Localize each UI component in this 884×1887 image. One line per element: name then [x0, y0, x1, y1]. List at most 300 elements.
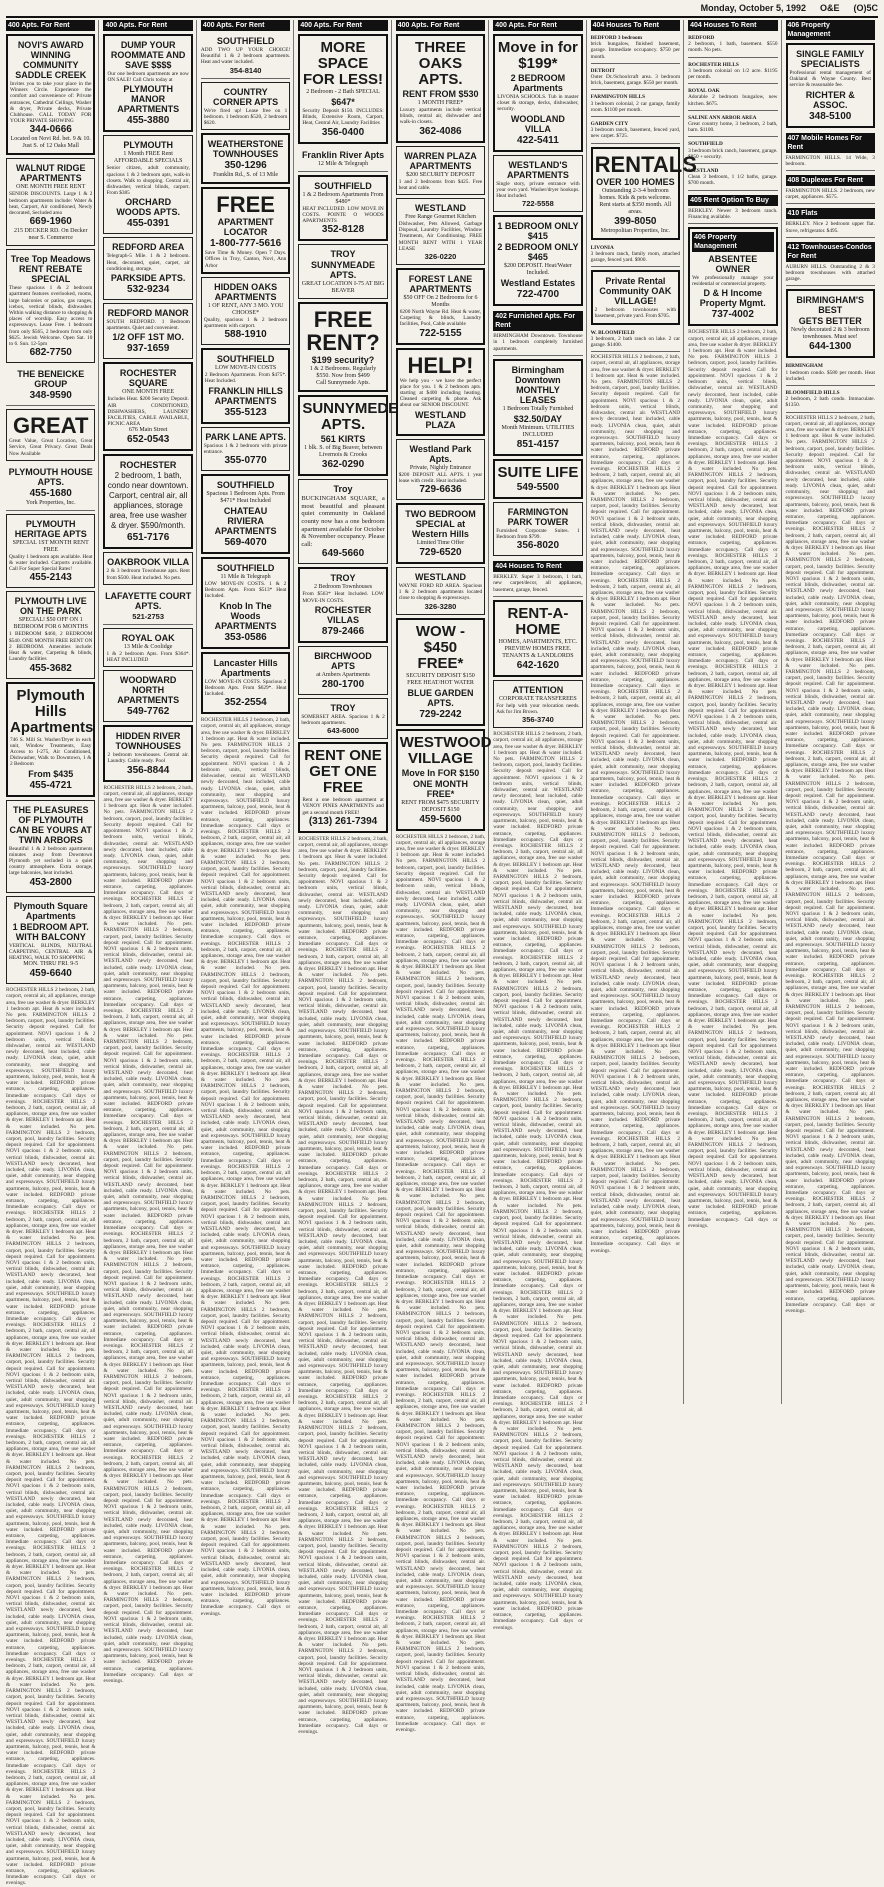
ad-subtitle: GETS BETTER — [798, 316, 862, 327]
ad-phone: 350-1296 — [224, 160, 267, 172]
ad-footer: ORCHARD WOODS APTS. — [116, 197, 180, 218]
ad-rochester-condo — [103, 454, 192, 549]
ad-body: Month Minimum. UTILITIES INCLUDED — [501, 424, 575, 438]
ad-body: From $563* Heat Included. LOW MOVE-IN COSTS. — [302, 591, 384, 604]
ad-title: ROYAL OAK — [121, 632, 175, 643]
ad-title: Plymouth Square Apartments — [13, 900, 88, 921]
ad-phone: 348-5100 — [809, 110, 852, 122]
ad-body: FARMINGTON HILLS. 14 Wide, 3 bedroom. — [785, 154, 875, 167]
listing-royal-oak — [688, 86, 777, 111]
ad-subtitle: SPECIAL 1ST MONTH RENT FREE — [12, 539, 89, 553]
ad-title: SINGLE FAMILY SPECIALISTS — [796, 49, 865, 69]
ad-title: RENT ONE GET ONE FREE — [304, 747, 382, 797]
ad-body: 1 BEDROOM $460, 2 BEDROOM $540. ONE MONTH FREE RENT ON 2 BEDROOM. Amenities include: Heat & water, Carpeting & blinds, Laundry facilities — [9, 631, 93, 663]
ad-body: Furnished Corporate Suites. 1 Bedroom from $799. — [496, 527, 580, 541]
ad-footer: D & H Income Property Mgmt. — [699, 288, 766, 309]
ad-country-corner — [201, 82, 290, 131]
ad-footer: 1 MONTH FREE* — [417, 100, 464, 106]
ad-beneicke — [6, 366, 95, 406]
ad-footer: ONE MONTH FREE* — [412, 778, 468, 799]
ad-footer: CHATEAU RIVIERA APARTMENTS — [214, 506, 277, 537]
ad-subtitle: 2 Bedroom Townhouses — [313, 584, 373, 591]
ad-body: BERKLEY. Newer 3 bedroom ranch. Financing available. — [688, 207, 778, 220]
ad-footer: Located on Novi Rd. bet. 9 & 10. Just S. of 12 Oaks Mall — [10, 136, 91, 150]
listing-body: Adorable 2 bedroom bungalow, new kitchen. $675. — [688, 94, 778, 107]
ad-warren-plaza — [396, 146, 485, 195]
ad-body: VERTICAL BLINDS, NEUTRAL CARPETING, CENTRAL AIR & HEATING, WALK TO SHOPPING — [9, 942, 93, 961]
ad-title: WESTLAND — [414, 572, 466, 583]
ad-royal-oak — [103, 628, 192, 667]
ad-body: $200 DEPOSIT ALL APTS. 1 year lease with credit. Heat included. — [398, 471, 483, 484]
ad-title: ROCHESTER SQUARE — [119, 368, 177, 389]
listing-body: brick bungalow, finished basement, garage. Immediate occupancy. $750 per month. — [590, 41, 681, 60]
classified-listings-text: ROCHESTER HILLS 2 bedroom, 2 bath, carport, central air, all appliances, storage area, free use washer & dryer. BERKLEY 1 bedroom apt. Heat & water included. No pets. FARMINGTON HILLS 2 bedroom, carport, pool, laundry facilities. Security deposit required. Call for appointment. NOVI spacious 1 & 2 bedroom units, vertical blinds, dishwasher, central air. WESTLAND newly decorated, heat included, cable ready. LIVONIA clean, quiet, adult community, near shopping and expressways. SOUTHFIELD luxury apartments, balcony, pool, tennis, heat & water included. REDFORD private entrance, carpeting, appliances. Immediate occupancy. Call days or evenings. ROCHESTER HILLS 2 bedroom, 2 bath, carport, central air, all appliances, storage area, free use washer & dryer. BERKLEY 1 bedroom apt. Heat & water included. No pets. FARMINGTON HILLS 2 bedroom, carport, pool, laundry facilities. Security deposit required. Call for appointment. NOVI spacious 1 & 2 bedroom units, vertical blinds, dishwasher, central air. WESTLAND newly decorated, heat included, cable ready. LIVONIA clean, quiet, adult community, near shopping and expressways. SOUTHFIELD luxury apartments, balcony, pool, tennis, heat & water included. REDFORD private entrance, carpeting, appliances. Immediate occupancy. Call days or evenings. ROCHESTER HILLS 2 bedroom, 2 bath, carport, central air, all appliances, storage area, free use washer & dryer. BERKLEY 1 bedroom apt. Heat & water included. No pets. FARMINGTON HILLS 2 bedroom, carport, pool, laundry facilities. Security deposit required. Call for appointment. NOVI spacious 1 & 2 bedroom units, vertical blinds, dishwasher, central air. WESTLAND newly decorated, heat included, cable ready. LIVONIA clean, quiet, adult community, near shopping and expressways. SOUTHFIELD luxury apartments, balcony, pool, tennis, heat & water included. REDFORD private entrance, carpeting, appliances. Immediate occupancy. Call days or evenings. ROCHESTER HILLS 2 bedroom, 2 bath, carport, central air, all appliances, storage area, free use washer & dryer. BERKLEY 1 bedroom apt. Heat & water included. No pets. FARMINGTON HILLS 2 bedroom, carport, pool, laundry facilities. Security deposit required. Call for appointment. NOVI spacious 1 & 2 bedroom units, vertical blinds, dishwasher, central air. WESTLAND newly decorated, heat included, cable ready. LIVONIA clean, quiet, adult community, near shopping and expressways. SOUTHFIELD luxury apartments, balcony, pool, tennis, heat & water included. REDFORD private entrance, carpeting, appliances. Immediate occupancy. Call days or evenings. ROCHESTER HILLS 2 bedroom, 2 bath, carport, central air, all appliances, storage area, free use washer & dryer. BERKLEY 1 bedroom apt. Heat & water included. No pets. FARMINGTON HILLS 2 bedroom, carport, pool, laundry facilities. Security deposit required. Call for appointment. NOVI spacious 1 & 2 bedroom units, vertical blinds, dishwasher, central air. WESTLAND newly decorated, heat included, cable ready. LIVONIA clean, quiet, adult community, near shopping and expressways. SOUTHFIELD luxury apartments, balcony, pool, tennis, heat & water included. REDFORD private entrance, carpeting, appliances. Immediate occupancy. Call days or evenings. ROCHESTER HILLS 2 bedroom, 2 bath, carport, central air, all appliances, storage area, free use washer & dryer. BERKLEY 1 bedroom apt. Heat & water included. No pets. FARMINGTON HILLS 2 bedroom, carport, pool, laundry facilities. Security deposit required. Call for appointment. NOVI spacious 1 & 2 bedroom units, vertical blinds, dishwasher, central air. WESTLAND newly decorated, heat included, cable ready. LIVONIA clean, quiet, adult community, near shopping and expressways. SOUTHFIELD luxury apartments, balcony, pool, tennis, heat & water included. REDFORD private entrance, carpeting, appliances. Immediate occupancy. Call days or evenings. ROCHESTER HILLS 2 bedroom, 2 bath, carport, central air, all appliances, storage area, free use washer & dryer. BERKLEY 1 bedroom apt. Heat & water included. No pets. FARMINGTON HILLS 2 bedroom, carport, pool, laundry facilities. Security deposit required. Call for appointment. NOVI spacious 1 & 2 bedroom units, vertical blinds, dishwasher, central air. WESTLAND newly decorated, heat included, cable ready. LIVONIA clean, quiet, adult community, near shopping and expressways. SOUTHFIELD luxury apartments, balcony, pool, tennis, heat & water included. REDFORD private entrance, carpeting, appliances. Immediate occupancy. Call days or evenings. ROCHESTER HILLS 2 bedroom, 2 bath, carport, central air, all appliances, storage area, free use washer & dryer. BERKLEY 1 bedroom apt. Heat & water included. No pets. FARMINGTON HILLS 2 bedroom, carport, pool, laundry facilities. Security deposit required. Call for appointment. NOVI spacious 1 & 2 bedroom units, vertical blinds, dishwasher, central air. WESTLAND newly decorated, heat included, cable ready. LIVONIA clean, quiet, adult community, near shopping and expressways. SOUTHFIELD luxury apartments, balcony, pool, tennis, heat & water included. REDFORD private entrance, carpeting, appliances. Immediate occupancy. Call days or evenings. — [298, 835, 388, 1736]
ad-plymouth-heritage — [6, 514, 95, 589]
ad-phone: 588-1910 — [224, 329, 267, 341]
ad-body: Quality, spacious 1 & 2 bedroom apartments with carport. — [203, 316, 288, 330]
ad-subtitle: 13 Mile & Coolidge — [123, 643, 173, 650]
ad-title: HIDDEN RIVER TOWNHOUSES — [115, 731, 181, 752]
paper-name: O&E — [819, 3, 840, 13]
ad-phone: 453-2800 — [29, 876, 72, 888]
ad-footer: Knob In The Woods APARTMENTS — [214, 600, 277, 631]
ad-phone: 569-4070 — [224, 537, 267, 549]
classified-listings-text: ROCHESTER HILLS 2 bedroom, 2 bath, carport, central air, all appliances, storage area, free use washer & dryer. BERKLEY 1 bedroom apt. Heat & water included. No pets. FARMINGTON HILLS 2 bedroom, carport, pool, laundry facilities. Security deposit required. Call for appointment. NOVI spacious 1 & 2 bedroom units, vertical blinds, dishwasher, central air. WESTLAND newly decorated, heat included, cable ready. LIVONIA clean, quiet, adult community, near shopping and expressways. SOUTHFIELD luxury apartments, balcony, pool, tennis, heat & water included. REDFORD private entrance, carpeting, appliances. Immediate occupancy. Call days or evenings. ROCHESTER HILLS 2 bedroom, 2 bath, carport, central air, all appliances, storage area, free use washer & dryer. BERKLEY 1 bedroom apt. Heat & water included. No pets. FARMINGTON HILLS 2 bedroom, carport, pool, laundry facilities. Security deposit required. Call for appointment. NOVI spacious 1 & 2 bedroom units, vertical blinds, dishwasher, central air. WESTLAND newly decorated, heat included, cable ready. LIVONIA clean, quiet, adult community, near shopping and expressways. SOUTHFIELD luxury apartments, balcony, pool, tennis, heat & water included. REDFORD private entrance, carpeting, appliances. Immediate occupancy. Call days or evenings. ROCHESTER HILLS 2 bedroom, 2 bath, carport, central air, all appliances, storage area, free use washer & dryer. BERKLEY 1 bedroom apt. Heat & water included. No pets. FARMINGTON HILLS 2 bedroom, carport, pool, laundry facilities. Security deposit required. Call for appointment. NOVI spacious 1 & 2 bedroom units, vertical blinds, dishwasher, central air. WESTLAND newly decorated, heat included, cable ready. LIVONIA clean, quiet, adult community, near shopping and expressways. SOUTHFIELD luxury apartments, balcony, pool, tennis, heat & water included. REDFORD private entrance, carpeting, appliances. Immediate occupancy. Call days or evenings. ROCHESTER HILLS 2 bedroom, 2 bath, carport, central air, all appliances, storage area, free use washer & dryer. BERKLEY 1 bedroom apt. Heat & water included. No pets. FARMINGTON HILLS 2 bedroom, carport, pool, laundry facilities. Security deposit required. Call for appointment. NOVI spacious 1 & 2 bedroom units, vertical blinds, dishwasher, central air. WESTLAND newly decorated, heat included, cable ready. LIVONIA clean, quiet, adult community, near shopping and expressways. SOUTHFIELD luxury apartments, balcony, pool, tennis, heat & water included. REDFORD private entrance, carpeting, appliances. Immediate occupancy. Call days or evenings. ROCHESTER HILLS 2 bedroom, 2 bath, carport, central air, all appliances, storage area, free use washer & dryer. BERKLEY 1 bedroom apt. Heat & water included. No pets. FARMINGTON HILLS 2 bedroom, carport, pool, laundry facilities. Security deposit required. Call for appointment. NOVI spacious 1 & 2 bedroom units, vertical blinds, dishwasher, central air. WESTLAND newly decorated, heat included, cable ready. LIVONIA clean, quiet, adult community, near shopping and expressways. SOUTHFIELD luxury apartments, balcony, pool, tennis, heat & water included. REDFORD private entrance, carpeting, appliances. Immediate occupancy. Call days or evenings. ROCHESTER HILLS 2 bedroom, 2 bath, carport, central air, all appliances, storage area, free use washer & dryer. BERKLEY 1 bedroom apt. Heat & water included. No pets. FARMINGTON HILLS 2 bedroom, carport, pool, laundry facilities. Security deposit required. Call for appointment. NOVI spacious 1 & 2 bedroom units, vertical blinds, dishwasher, central air. WESTLAND newly decorated, heat included, cable ready. LIVONIA clean, quiet, adult community, near shopping and expressways. SOUTHFIELD luxury apartments, balcony, pool, tennis, heat & water included. REDFORD private entrance, carpeting, appliances. Immediate occupancy. Call days or evenings. ROCHESTER HILLS 2 bedroom, 2 bath, carport, central air, all appliances, storage area, free use washer & dryer. BERKLEY 1 bedroom apt. Heat & water included. No pets. FARMINGTON HILLS 2 bedroom, carport, pool, laundry facilities. Security deposit required. Call for appointment. NOVI spacious 1 & 2 bedroom units, vertical blinds, dishwasher, central air. WESTLAND newly decorated, heat included, cable ready. LIVONIA clean, quiet, adult community, near shopping and expressways. SOUTHFIELD luxury apartments, balcony, pool, tennis, heat & water included. REDFORD private entrance, carpeting, appliances. Immediate occupancy. Call days or evenings. ROCHESTER HILLS 2 bedroom, 2 bath, carport, central air, all appliances, storage area, free use washer & dryer. BERKLEY 1 bedroom apt. Heat & water included. No pets. FARMINGTON HILLS 2 bedroom, carport, pool, laundry facilities. Security deposit required. Call for appointment. NOVI spacious 1 & 2 bedroom units, vertical blinds, dishwasher, central air. WESTLAND newly decorated, heat included, cable ready. LIVONIA clean, quiet, adult community, near shopping and expressways. SOUTHFIELD luxury apartments, balcony, pool, tennis, heat & water included. REDFORD private entrance, carpeting, appliances. Immediate occupancy. Call days or evenings. — [590, 354, 681, 1254]
ad-suite-life — [493, 459, 582, 499]
listing-body: 2 bedroom, 2 bath condo. Immaculate. $1350. — [785, 396, 875, 409]
ad-title: Private Rental Community OAK VILLAGE! — [599, 276, 672, 307]
ad-phone: 669-1960 — [29, 216, 72, 228]
ad-body: BERKLEY. Nice 2 bedroom upper flat. Stove, refrigerator. $495. — [785, 221, 875, 234]
ad-subtitle: 561 KIRTS — [320, 434, 366, 445]
column-7 — [590, 20, 697, 1404]
column-4 — [298, 20, 399, 1736]
ad-body: SOUTH REDFORD. 1 Bedroom apartments. Quiet and convenient. — [106, 319, 190, 332]
ad-phone: 399-8050 — [614, 215, 657, 227]
ad-title: WALNUT RIDGE APARTMENTS — [15, 163, 86, 184]
ad-footer: Franklin Rd., S. of 13 Mile — [213, 172, 279, 179]
ad-footer: WOODLAND VILLA — [510, 113, 565, 134]
ad-title: THE PLEASURES OF PLYMOUTH CAN BE YOURS AT TWIN ARBORS — [9, 804, 92, 845]
ad-woodland-villa — [493, 34, 582, 152]
ad-title: WESTLAND'S APARTMENTS — [506, 159, 569, 180]
classified-listings-text: ROCHESTER HILLS 2 bedroom, 2 bath, carport, central air, all appliances, storage area, free use washer & dryer. BERKLEY 1 bedroom apt. Heat & water included. No pets. FARMINGTON HILLS 2 bedroom, carport, pool, laundry facilities. Security deposit required. Call for appointment. NOVI spacious 1 & 2 bedroom units, vertical blinds, dishwasher, central air. WESTLAND newly decorated, heat included, cable ready. LIVONIA clean, quiet, adult community, near shopping and expressways. SOUTHFIELD luxury apartments, balcony, pool, tennis, heat & water included. REDFORD private entrance, carpeting, appliances. Immediate occupancy. Call days or evenings. ROCHESTER HILLS 2 bedroom, 2 bath, carport, central air, all appliances, storage area, free use washer & dryer. BERKLEY 1 bedroom apt. Heat & water included. No pets. FARMINGTON HILLS 2 bedroom, carport, pool, laundry facilities. Security deposit required. Call for appointment. NOVI spacious 1 & 2 bedroom units, vertical blinds, dishwasher, central air. WESTLAND newly decorated, heat included, cable ready. LIVONIA clean, quiet, adult community, near shopping and expressways. SOUTHFIELD luxury apartments, balcony, pool, tennis, heat & water included. REDFORD private entrance, carpeting, appliances. Immediate occupancy. Call days or evenings. ROCHESTER HILLS 2 bedroom, 2 bath, carport, central air, all appliances, storage area, free use washer & dryer. BERKLEY 1 bedroom apt. Heat & water included. No pets. FARMINGTON HILLS 2 bedroom, carport, pool, laundry facilities. Security deposit required. Call for appointment. NOVI spacious 1 & 2 bedroom units, vertical blinds, dishwasher, central air. WESTLAND newly decorated, heat included, cable ready. LIVONIA clean, quiet, adult community, near shopping and expressways. SOUTHFIELD luxury apartments, balcony, pool, tennis, heat & water included. REDFORD private entrance, carpeting, appliances. Immediate occupancy. Call days or evenings. ROCHESTER HILLS 2 bedroom, 2 bath, carport, central air, all appliances, storage area, free use washer & dryer. BERKLEY 1 bedroom apt. Heat & water included. No pets. FARMINGTON HILLS 2 bedroom, carport, pool, laundry facilities. Security deposit required. Call for appointment. NOVI spacious 1 & 2 bedroom units, vertical blinds, dishwasher, central air. WESTLAND newly decorated, heat included, cable ready. LIVONIA clean, quiet, adult community, near shopping and expressways. SOUTHFIELD luxury apartments, balcony, pool, tennis, heat & water included. REDFORD private entrance, carpeting, appliances. Immediate occupancy. Call days or evenings. ROCHESTER HILLS 2 bedroom, 2 bath, carport, central air, all appliances, storage area, free use washer & dryer. BERKLEY 1 bedroom apt. Heat & water included. No pets. FARMINGTON HILLS 2 bedroom, carport, pool, laundry facilities. Security deposit required. Call for appointment. NOVI spacious 1 & 2 bedroom units, vertical blinds, dishwasher, central air. WESTLAND newly decorated, heat included, cable ready. LIVONIA clean, quiet, adult community, near shopping and expressways. SOUTHFIELD luxury apartments, balcony, pool, tennis, heat & water included. REDFORD private entrance, carpeting, appliances. Immediate occupancy. Call days or evenings. ROCHESTER HILLS 2 bedroom, 2 bath, carport, central air, all appliances, storage area, free use washer & dryer. BERKLEY 1 bedroom apt. Heat & water included. No pets. FARMINGTON HILLS 2 bedroom, carport, pool, laundry facilities. Security deposit required. Call for appointment. NOVI spacious 1 & 2 bedroom units, vertical blinds, dishwasher, central air. WESTLAND newly decorated, heat included, cable ready. LIVONIA clean, quiet, adult community, near shopping and expressways. SOUTHFIELD luxury apartments, balcony, pool, tennis, heat & water included. REDFORD private entrance, carpeting, appliances. Immediate occupancy. Call days or evenings. ROCHESTER HILLS 2 bedroom, 2 bath, carport, central air, all appliances, storage area, free use washer & dryer. BERKLEY 1 bedroom apt. Heat & water included. No pets. FARMINGTON HILLS 2 bedroom, carport, pool, laundry facilities. Security deposit required. Call for appointment. NOVI spacious 1 & 2 bedroom units, vertical blinds, dishwasher, central air. WESTLAND newly decorated, heat included, cable ready. LIVONIA clean, quiet, adult community, near shopping and expressways. SOUTHFIELD luxury apartments, balcony, pool, tennis, heat & water included. REDFORD private entrance, carpeting, appliances. Immediate occupancy. Call days or evenings. ROCHESTER HILLS 2 bedroom, 2 bath, carport, central air, all appliances, storage area, free use washer & dryer. BERKLEY 1 bedroom apt. Heat & water included. No pets. FARMINGTON HILLS 2 bedroom, carport, pool, laundry facilities. Security deposit required. Call for appointment. NOVI spacious 1 & 2 bedroom units, vertical blinds, dishwasher, central air. WESTLAND newly decorated, heat included, cable ready. LIVONIA clean, quiet, adult community, near shopping and expressways. SOUTHFIELD luxury apartments, balcony, pool, tennis, heat & water included. REDFORD private entrance, carpeting, appliances. Immediate occupancy. Call days or evenings. — [785, 414, 875, 1314]
section-header: 400 Apts. For Rent — [201, 20, 290, 31]
ad-footer: Westland Estates — [500, 278, 576, 289]
ad-rent-one-get-one — [298, 742, 387, 833]
ad-subtitle: $50 OFF On 2 Bedrooms for 6 Months — [403, 295, 478, 309]
ad-title: THE BENEICKE GROUP — [17, 369, 85, 390]
ad-subtitle: LOW MOVE-IN COSTS — [214, 365, 277, 372]
ad-title: PARK LANE APTS. — [205, 431, 286, 442]
ad-title: NOVI'S AWARD WINNING COMMUNITY SADDLE CREEK — [15, 40, 87, 80]
ad-phone: 549-7762 — [127, 706, 170, 718]
ad-footer: 676 Main Street — [128, 427, 168, 434]
listing-body: 1 bedroom condo. $580 per month. Heat included. — [785, 369, 875, 382]
ad-phone: 455-3880 — [127, 115, 170, 127]
ad-westland-gourmet — [396, 198, 485, 265]
ad-mobile-homes-section — [786, 131, 875, 171]
ad-plymouth-house — [6, 464, 95, 511]
ad-subtitle: SUNNYMEADE APTS. — [311, 260, 376, 281]
page-date: Monday, October 5, 1992 — [700, 3, 806, 13]
ad-franklin-river — [298, 147, 387, 172]
section-header-houses: 404 Houses To Rent — [493, 561, 582, 572]
ad-subtitle: CORPORATE TRANSFEREES — [499, 695, 577, 702]
ad-body: 1 & 2 bedroom Apts. From $364*. HEAT INCLUDED — [106, 650, 190, 664]
ad-title: 1 BEDROOM ONLY $415 — [497, 221, 579, 242]
ad-title: TROY — [330, 573, 356, 584]
ad-phone: 521-2753 — [132, 611, 164, 621]
ad-body: Newly decorated 2 & 3 bedroom townhouses. Must see! — [790, 327, 870, 341]
ad-buckingham-square — [298, 479, 387, 564]
ad-title: LAFAYETTE COURT APTS. — [105, 590, 192, 611]
ad-subtitle: 2 Bedroom - 2 Bath SPECIAL — [306, 89, 380, 95]
listing-farmington-hills — [591, 92, 680, 117]
ad-title: REDFORD MANOR — [107, 308, 189, 319]
ad-absentee-owner — [688, 227, 777, 326]
ad-title: SUNNYMEDE APTS. — [302, 400, 399, 434]
ad-subtitle: $199 security? — [311, 355, 375, 366]
section-header: 404 Houses To Rent — [591, 20, 680, 31]
ad-title: RENTALS — [594, 151, 697, 177]
ad-body: Outstanding 2-3-4 bedroom homes. Kids & pets welcome. Rent starts at $350 month. All areas. — [599, 187, 672, 215]
ad-body: GREAT LOCATION I-75 AT BIG BEAVER — [301, 281, 385, 295]
ad-body: Great Value, Great Location, Great Service, Great Privacy. Great Deals Now Available — [9, 438, 93, 457]
ad-body: Includes Heat. $200 Security Deposit. AIR CONDITIONED, DISHWASHERS, LAUNDRY FACILITIES, CABLE AVAILABLE, PICNIC AREA — [107, 396, 189, 428]
ad-twin-arbors — [6, 800, 95, 893]
ad-birchwood — [298, 646, 387, 695]
ad-phone: 354-8140 — [229, 65, 262, 75]
ad-live-on-the-park — [6, 591, 95, 678]
ad-footer: MON. THRU FRI. 9-5 — [23, 961, 79, 968]
ad-title: Move in for $199* — [497, 39, 578, 72]
ad-knob-in-the-woods — [201, 557, 290, 649]
ad-subtitle: 12 Mile & Telegraph — [317, 160, 369, 167]
classified-listings-text: ROCHESTER HILLS 2 bedroom, 2 bath, carport, central air, all appliances, storage area, free use washer & dryer. BERKLEY 1 bedroom apt. Heat & water included. No pets. FARMINGTON HILLS 2 bedroom, carport, pool, laundry facilities. Security deposit required. Call for appointment. NOVI spacious 1 & 2 bedroom units, vertical blinds, dishwasher, central air. WESTLAND newly decorated, heat included, cable ready. LIVONIA clean, quiet, adult community, near shopping and expressways. SOUTHFIELD luxury apartments, balcony, pool, tennis, heat & water included. REDFORD private entrance, carpeting, appliances. Immediate occupancy. Call days or evenings. ROCHESTER HILLS 2 bedroom, 2 bath, carport, central air, all appliances, storage area, free use washer & dryer. BERKLEY 1 bedroom apt. Heat & water included. No pets. FARMINGTON HILLS 2 bedroom, carport, pool, laundry facilities. Security deposit required. Call for appointment. NOVI spacious 1 & 2 bedroom units, vertical blinds, dishwasher, central air. WESTLAND newly decorated, heat included, cable ready. LIVONIA clean, quiet, adult community, near shopping and expressways. SOUTHFIELD luxury apartments, balcony, pool, tennis, heat & water included. REDFORD private entrance, carpeting, appliances. Immediate occupancy. Call days or evenings. ROCHESTER HILLS 2 bedroom, 2 bath, carport, central air, all appliances, storage area, free use washer & dryer. BERKLEY 1 bedroom apt. Heat & water included. No pets. FARMINGTON HILLS 2 bedroom, carport, pool, laundry facilities. Security deposit required. Call for appointment. NOVI spacious 1 & 2 bedroom units, vertical blinds, dishwasher, central air. WESTLAND newly decorated, heat included, cable ready. LIVONIA clean, quiet, adult community, near shopping and expressways. SOUTHFIELD luxury apartments, balcony, pool, tennis, heat & water included. REDFORD private entrance, carpeting, appliances. Immediate occupancy. Call days or evenings. ROCHESTER HILLS 2 bedroom, 2 bath, carport, central air, all appliances, storage area, free use washer & dryer. BERKLEY 1 bedroom apt. Heat & water included. No pets. FARMINGTON HILLS 2 bedroom, carport, pool, laundry facilities. Security deposit required. Call for appointment. NOVI spacious 1 & 2 bedroom units, vertical blinds, dishwasher, central air. WESTLAND newly decorated, heat included, cable ready. LIVONIA clean, quiet, adult community, near shopping and expressways. SOUTHFIELD luxury apartments, balcony, pool, tennis, heat & water included. REDFORD private entrance, carpeting, appliances. Immediate occupancy. Call days or evenings. ROCHESTER HILLS 2 bedroom, 2 bath, carport, central air, all appliances, storage area, free use washer & dryer. BERKLEY 1 bedroom apt. Heat & water included. No pets. FARMINGTON HILLS 2 bedroom, carport, pool, laundry facilities. Security deposit required. Call for appointment. NOVI spacious 1 & 2 bedroom units, vertical blinds, dishwasher, central air. WESTLAND newly decorated, heat included, cable ready. LIVONIA clean, quiet, adult community, near shopping and expressways. SOUTHFIELD luxury apartments, balcony, pool, tennis, heat & water included. REDFORD private entrance, carpeting, appliances. Immediate occupancy. Call days or evenings. ROCHESTER HILLS 2 bedroom, 2 bath, carport, central air, all appliances, storage area, free use washer & dryer. BERKLEY 1 bedroom apt. Heat & water included. No pets. FARMINGTON HILLS 2 bedroom, carport, pool, laundry facilities. Security deposit required. Call for appointment. NOVI spacious 1 & 2 bedroom units, vertical blinds, dishwasher, central air. WESTLAND newly decorated, heat included, cable ready. LIVONIA clean, quiet, adult community, near shopping and expressways. SOUTHFIELD luxury apartments, balcony, pool, tennis, heat & water included. REDFORD private entrance, carpeting, appliances. Immediate occupancy. Call days or evenings. ROCHESTER HILLS 2 bedroom, 2 bath, carport, central air, all appliances, storage area, free use washer & dryer. BERKLEY 1 bedroom apt. Heat & water included. No pets. FARMINGTON HILLS 2 bedroom, carport, pool, laundry facilities. Security deposit required. Call for appointment. NOVI spacious 1 & 2 bedroom units, vertical blinds, dishwasher, central air. WESTLAND newly decorated, heat included, cable ready. LIVONIA clean, quiet, adult community, near shopping and expressways. SOUTHFIELD luxury apartments, balcony, pool, tennis, heat & water included. REDFORD private entrance, carpeting, appliances. Immediate occupancy. Call days or evenings. ROCHESTER HILLS 2 bedroom, 2 bath, carport, central air, all appliances, storage area, free use washer & dryer. BERKLEY 1 bedroom apt. Heat & water included. No pets. FARMINGTON HILLS 2 bedroom, carport, pool, laundry facilities. Security deposit required. Call for appointment. NOVI spacious 1 & 2 bedroom units, vertical blinds, dishwasher, central air. WESTLAND newly decorated, heat included, cable ready. LIVONIA clean, quiet, adult community, near shopping and expressways. SOUTHFIELD luxury apartments, balcony, pool, tennis, heat & water included. REDFORD private entrance, carpeting, appliances. Immediate occupancy. Call days or evenings. — [395, 833, 486, 1733]
ad-phone: 356-8020 — [516, 540, 560, 552]
ad-phone: 352-2554 — [224, 697, 267, 709]
ad-title: DUMP YOUR ROOMMATE AND SAVE $$$$ — [110, 40, 186, 70]
ad-woodward-north — [103, 670, 192, 722]
ad-body: 1 and 2 bedrooms from $425. Free heat and cable. — [398, 178, 483, 191]
ad-phone: 362-4086 — [419, 125, 462, 137]
ad-title: SUITE LIFE — [497, 463, 579, 481]
ad-phone: 326-3280 — [424, 601, 457, 611]
ad-westwood-village — [396, 729, 492, 831]
ad-free-rent — [298, 302, 387, 392]
column-1 — [6, 20, 99, 1887]
ad-park-lane — [201, 427, 290, 471]
ad-title: MORE SPACE FOR LESS! — [303, 39, 384, 88]
ad-footer: FRANKLIN HILLS APARTMENTS — [208, 385, 283, 406]
ad-phone: 344-0666 — [29, 124, 72, 136]
ad-body: HEAT INCLUDED. LOW MOVE IN COSTS. POINTE O WOODS APARTMENTS — [302, 205, 384, 225]
ad-phone: 356-8844 — [127, 764, 170, 776]
classified-listings-text: ROCHESTER HILLS 2 bedroom, 2 bath, carport, central air, all appliances, storage area, free use washer & dryer. BERKLEY 1 bedroom apt. Heat & water included. No pets. FARMINGTON HILLS 2 bedroom, carport, pool, laundry facilities. Security deposit required. Call for appointment. NOVI spacious 1 & 2 bedroom units, vertical blinds, dishwasher, central air. WESTLAND newly decorated, heat included, cable ready. LIVONIA clean, quiet, adult community, near shopping and expressways. SOUTHFIELD luxury apartments, balcony, pool, tennis, heat & water included. REDFORD private entrance, carpeting, appliances. Immediate occupancy. Call days or evenings. ROCHESTER HILLS 2 bedroom, 2 bath, carport, central air, all appliances, storage area, free use washer & dryer. BERKLEY 1 bedroom apt. Heat & water included. No pets. FARMINGTON HILLS 2 bedroom, carport, pool, laundry facilities. Security deposit required. Call for appointment. NOVI spacious 1 & 2 bedroom units, vertical blinds, dishwasher, central air. WESTLAND newly decorated, heat included, cable ready. LIVONIA clean, quiet, adult community, near shopping and expressways. SOUTHFIELD luxury apartments, balcony, pool, tennis, heat & water included. REDFORD private entrance, carpeting, appliances. Immediate occupancy. Call days or evenings. ROCHESTER HILLS 2 bedroom, 2 bath, carport, central air, all appliances, storage area, free use washer & dryer. BERKLEY 1 bedroom apt. Heat & water included. No pets. FARMINGTON HILLS 2 bedroom, carport, pool, laundry facilities. Security deposit required. Call for appointment. NOVI spacious 1 & 2 bedroom units, vertical blinds, dishwasher, central air. WESTLAND newly decorated, heat included, cable ready. LIVONIA clean, quiet, adult community, near shopping and expressways. SOUTHFIELD luxury apartments, balcony, pool, tennis, heat & water included. REDFORD private entrance, carpeting, appliances. Immediate occupancy. Call days or evenings. ROCHESTER HILLS 2 bedroom, 2 bath, carport, central air, all appliances, storage area, free use washer & dryer. BERKLEY 1 bedroom apt. Heat & water included. No pets. FARMINGTON HILLS 2 bedroom, carport, pool, laundry facilities. Security deposit required. Call for appointment. NOVI spacious 1 & 2 bedroom units, vertical blinds, dishwasher, central air. WESTLAND newly decorated, heat included, cable ready. LIVONIA clean, quiet, adult community, near shopping and expressways. SOUTHFIELD luxury apartments, balcony, pool, tennis, heat & water included. REDFORD private entrance, carpeting, appliances. Immediate occupancy. Call days or evenings. ROCHESTER HILLS 2 bedroom, 2 bath, carport, central air, all appliances, storage area, free use washer & dryer. BERKLEY 1 bedroom apt. Heat & water included. No pets. FARMINGTON HILLS 2 bedroom, carport, pool, laundry facilities. Security deposit required. Call for appointment. NOVI spacious 1 & 2 bedroom units, vertical blinds, dishwasher, central air. WESTLAND newly decorated, heat included, cable ready. LIVONIA clean, quiet, adult community, near shopping and expressways. SOUTHFIELD luxury apartments, balcony, pool, tennis, heat & water included. REDFORD private entrance, carpeting, appliances. Immediate occupancy. Call days or evenings. ROCHESTER HILLS 2 bedroom, 2 bath, carport, central air, all appliances, storage area, free use washer & dryer. BERKLEY 1 bedroom apt. Heat & water included. No pets. FARMINGTON HILLS 2 bedroom, carport, pool, laundry facilities. Security deposit required. Call for appointment. NOVI spacious 1 & 2 bedroom units, vertical blinds, dishwasher, central air. WESTLAND newly decorated, heat included, cable ready. LIVONIA clean, quiet, adult community, near shopping and expressways. SOUTHFIELD luxury apartments, balcony, pool, tennis, heat & water included. REDFORD private entrance, carpeting, appliances. Immediate occupancy. Call days or evenings. ROCHESTER HILLS 2 bedroom, 2 bath, carport, central air, all appliances, storage area, free use washer & dryer. BERKLEY 1 bedroom apt. Heat & water included. No pets. FARMINGTON HILLS 2 bedroom, carport, pool, laundry facilities. Security deposit required. Call for appointment. NOVI spacious 1 & 2 bedroom units, vertical blinds, dishwasher, central air. WESTLAND newly decorated, heat included, cable ready. LIVONIA clean, quiet, adult community, near shopping and expressways. SOUTHFIELD luxury apartments, balcony, pool, tennis, heat & water included. REDFORD private entrance, carpeting, appliances. Immediate occupancy. Call days or evenings. ROCHESTER HILLS 2 bedroom, 2 bath, carport, central air, all appliances, storage area, free use washer & dryer. BERKLEY 1 bedroom apt. Heat & water included. No pets. FARMINGTON HILLS 2 bedroom, carport, pool, laundry facilities. Security deposit required. Call for appointment. NOVI spacious 1 & 2 bedroom units, vertical blinds, dishwasher, central air. WESTLAND newly decorated, heat included, cable ready. LIVONIA clean, quiet, adult community, near shopping and expressways. SOUTHFIELD luxury apartments, balcony, pool, tennis, heat & water included. REDFORD private entrance, carpeting, appliances. Immediate occupancy. Call days or evenings. — [103, 784, 193, 1684]
ad-phone: 455-2143 — [29, 572, 72, 584]
ad-apartment-locator — [201, 187, 290, 274]
classified-listings-text: ROCHESTER HILLS 2 bedroom, 2 bath, carport, central air, all appliances, storage area, free use washer & dryer. BERKLEY 1 bedroom apt. Heat & water included. No pets. FARMINGTON HILLS 2 bedroom, carport, pool, laundry facilities. Security deposit required. Call for appointment. NOVI spacious 1 & 2 bedroom units, vertical blinds, dishwasher, central air. WESTLAND newly decorated, heat included, cable ready. LIVONIA clean, quiet, adult community, near shopping and expressways. SOUTHFIELD luxury apartments, balcony, pool, tennis, heat & water included. REDFORD private entrance, carpeting, appliances. Immediate occupancy. Call days or evenings. ROCHESTER HILLS 2 bedroom, 2 bath, carport, central air, all appliances, storage area, free use washer & dryer. BERKLEY 1 bedroom apt. Heat & water included. No pets. FARMINGTON HILLS 2 bedroom, carport, pool, laundry facilities. Security deposit required. Call for appointment. NOVI spacious 1 & 2 bedroom units, vertical blinds, dishwasher, central air. WESTLAND newly decorated, heat included, cable ready. LIVONIA clean, quiet, adult community, near shopping and expressways. SOUTHFIELD luxury apartments, balcony, pool, tennis, heat & water included. REDFORD private entrance, carpeting, appliances. Immediate occupancy. Call days or evenings. ROCHESTER HILLS 2 bedroom, 2 bath, carport, central air, all appliances, storage area, free use washer & dryer. BERKLEY 1 bedroom apt. Heat & water included. No pets. FARMINGTON HILLS 2 bedroom, carport, pool, laundry facilities. Security deposit required. Call for appointment. NOVI spacious 1 & 2 bedroom units, vertical blinds, dishwasher, central air. WESTLAND newly decorated, heat included, cable ready. LIVONIA clean, quiet, adult community, near shopping and expressways. SOUTHFIELD luxury apartments, balcony, pool, tennis, heat & water included. REDFORD private entrance, carpeting, appliances. Immediate occupancy. Call days or evenings. ROCHESTER HILLS 2 bedroom, 2 bath, carport, central air, all appliances, storage area, free use washer & dryer. BERKLEY 1 bedroom apt. Heat & water included. No pets. FARMINGTON HILLS 2 bedroom, carport, pool, laundry facilities. Security deposit required. Call for appointment. NOVI spacious 1 & 2 bedroom units, vertical blinds, dishwasher, central air. WESTLAND newly decorated, heat included, cable ready. LIVONIA clean, quiet, adult community, near shopping and expressways. SOUTHFIELD luxury apartments, balcony, pool, tennis, heat & water included. REDFORD private entrance, carpeting, appliances. Immediate occupancy. Call days or evenings. ROCHESTER HILLS 2 bedroom, 2 bath, carport, central air, all appliances, storage area, free use washer & dryer. BERKLEY 1 bedroom apt. Heat & water included. No pets. FARMINGTON HILLS 2 bedroom, carport, pool, laundry facilities. Security deposit required. Call for appointment. NOVI spacious 1 & 2 bedroom units, vertical blinds, dishwasher, central air. WESTLAND newly decorated, heat included, cable ready. LIVONIA clean, quiet, adult community, near shopping and expressways. SOUTHFIELD luxury apartments, balcony, pool, tennis, heat & water included. REDFORD private entrance, carpeting, appliances. Immediate occupancy. Call days or evenings. ROCHESTER HILLS 2 bedroom, 2 bath, carport, central air, all appliances, storage area, free use washer & dryer. BERKLEY 1 bedroom apt. Heat & water included. No pets. FARMINGTON HILLS 2 bedroom, carport, pool, laundry facilities. Security deposit required. Call for appointment. NOVI spacious 1 & 2 bedroom units, vertical blinds, dishwasher, central air. WESTLAND newly decorated, heat included, cable ready. LIVONIA clean, quiet, adult community, near shopping and expressways. SOUTHFIELD luxury apartments, balcony, pool, tennis, heat & water included. REDFORD private entrance, carpeting, appliances. Immediate occupancy. Call days or evenings. ROCHESTER HILLS 2 bedroom, 2 bath, carport, central air, all appliances, storage area, free use washer & dryer. BERKLEY 1 bedroom apt. Heat & water included. No pets. FARMINGTON HILLS 2 bedroom, carport, pool, laundry facilities. Security deposit required. Call for appointment. NOVI spacious 1 & 2 bedroom units, vertical blinds, dishwasher, central air. WESTLAND newly decorated, heat included, cable ready. LIVONIA clean, quiet, adult community, near shopping and expressways. SOUTHFIELD luxury apartments, balcony, pool, tennis, heat & water included. REDFORD private entrance, carpeting, appliances. Immediate occupancy. Call days or evenings. ROCHESTER HILLS 2 bedroom, 2 bath, carport, central air, all appliances, storage area, free use washer & dryer. BERKLEY 1 bedroom apt. Heat & water included. No pets. FARMINGTON HILLS 2 bedroom, carport, pool, laundry facilities. Security deposit required. Call for appointment. NOVI spacious 1 & 2 bedroom units, vertical blinds, dishwasher, central air. WESTLAND newly decorated, heat included, cable ready. LIVONIA clean, quiet, adult community, near shopping and expressways. SOUTHFIELD luxury apartments, balcony, pool, tennis, heat & water included. REDFORD private entrance, carpeting, appliances. Immediate occupancy. Call days or evenings. — [493, 731, 583, 1631]
section-header: 400 Apts. For Rent — [396, 20, 485, 31]
ad-body: AUBURN HILLS. Outstanding 2 & 3 bedroom townhouses with attached garage. — [785, 263, 875, 283]
ad-title: FREE RENT? — [306, 307, 380, 356]
classified-listings-text: ROCHESTER HILLS 2 bedroom, 2 bath, carport, central air, all appliances, storage area, free use washer & dryer. BERKLEY 1 bedroom apt. Heat & water included. No pets. FARMINGTON HILLS 2 bedroom, carport, pool, laundry facilities. Security deposit required. Call for appointment. NOVI spacious 1 & 2 bedroom units, vertical blinds, dishwasher, central air. WESTLAND newly decorated, heat included, cable ready. LIVONIA clean, quiet, adult community, near shopping and expressways. SOUTHFIELD luxury apartments, balcony, pool, tennis, heat & water included. REDFORD private entrance, carpeting, appliances. Immediate occupancy. Call days or evenings. ROCHESTER HILLS 2 bedroom, 2 bath, carport, central air, all appliances, storage area, free use washer & dryer. BERKLEY 1 bedroom apt. Heat & water included. No pets. FARMINGTON HILLS 2 bedroom, carport, pool, laundry facilities. Security deposit required. Call for appointment. NOVI spacious 1 & 2 bedroom units, vertical blinds, dishwasher, central air. WESTLAND newly decorated, heat included, cable ready. LIVONIA clean, quiet, adult community, near shopping and expressways. SOUTHFIELD luxury apartments, balcony, pool, tennis, heat & water included. REDFORD private entrance, carpeting, appliances. Immediate occupancy. Call days or evenings. ROCHESTER HILLS 2 bedroom, 2 bath, carport, central air, all appliances, storage area, free use washer & dryer. BERKLEY 1 bedroom apt. Heat & water included. No pets. FARMINGTON HILLS 2 bedroom, carport, pool, laundry facilities. Security deposit required. Call for appointment. NOVI spacious 1 & 2 bedroom units, vertical blinds, dishwasher, central air. WESTLAND newly decorated, heat included, cable ready. LIVONIA clean, quiet, adult community, near shopping and expressways. SOUTHFIELD luxury apartments, balcony, pool, tennis, heat & water included. REDFORD private entrance, carpeting, appliances. Immediate occupancy. Call days or evenings. ROCHESTER HILLS 2 bedroom, 2 bath, carport, central air, all appliances, storage area, free use washer & dryer. BERKLEY 1 bedroom apt. Heat & water included. No pets. FARMINGTON HILLS 2 bedroom, carport, pool, laundry facilities. Security deposit required. Call for appointment. NOVI spacious 1 & 2 bedroom units, vertical blinds, dishwasher, central air. WESTLAND newly decorated, heat included, cable ready. LIVONIA clean, quiet, adult community, near shopping and expressways. SOUTHFIELD luxury apartments, balcony, pool, tennis, heat & water included. REDFORD private entrance, carpeting, appliances. Immediate occupancy. Call days or evenings. ROCHESTER HILLS 2 bedroom, 2 bath, carport, central air, all appliances, storage area, free use washer & dryer. BERKLEY 1 bedroom apt. Heat & water included. No pets. FARMINGTON HILLS 2 bedroom, carport, pool, laundry facilities. Security deposit required. Call for appointment. NOVI spacious 1 & 2 bedroom units, vertical blinds, dishwasher, central air. WESTLAND newly decorated, heat included, cable ready. LIVONIA clean, quiet, adult community, near shopping and expressways. SOUTHFIELD luxury apartments, balcony, pool, tennis, heat & water included. REDFORD private entrance, carpeting, appliances. Immediate occupancy. Call days or evenings. ROCHESTER HILLS 2 bedroom, 2 bath, carport, central air, all appliances, storage area, free use washer & dryer. BERKLEY 1 bedroom apt. Heat & water included. No pets. FARMINGTON HILLS 2 bedroom, carport, pool, laundry facilities. Security deposit required. Call for appointment. NOVI spacious 1 & 2 bedroom units, vertical blinds, dishwasher, central air. WESTLAND newly decorated, heat included, cable ready. LIVONIA clean, quiet, adult community, near shopping and expressways. SOUTHFIELD luxury apartments, balcony, pool, tennis, heat & water included. REDFORD private entrance, carpeting, appliances. Immediate occupancy. Call days or evenings. ROCHESTER HILLS 2 bedroom, 2 bath, carport, central air, all appliances, storage area, free use washer & dryer. BERKLEY 1 bedroom apt. Heat & water included. No pets. FARMINGTON HILLS 2 bedroom, carport, pool, laundry facilities. Security deposit required. Call for appointment. NOVI spacious 1 & 2 bedroom units, vertical blinds, dishwasher, central air. WESTLAND newly decorated, heat included, cable ready. LIVONIA clean, quiet, adult community, near shopping and expressways. SOUTHFIELD luxury apartments, balcony, pool, tennis, heat & water included. REDFORD private entrance, carpeting, appliances. Immediate occupancy. Call days or evenings. ROCHESTER HILLS 2 bedroom, 2 bath, carport, central air, all appliances, storage area, free use washer & dryer. BERKLEY 1 bedroom apt. Heat & water included. No pets. FARMINGTON HILLS 2 bedroom, carport, pool, laundry facilities. Security deposit required. Call for appointment. NOVI spacious 1 & 2 bedroom units, vertical blinds, dishwasher, central air. WESTLAND newly decorated, heat included, cable ready. LIVONIA clean, quiet, adult community, near shopping and expressways. SOUTHFIELD luxury apartments, balcony, pool, tennis, heat & water included. REDFORD private entrance, carpeting, appliances. Immediate occupancy. Call days or evenings. — [200, 717, 291, 1617]
ad-phone: 729-6520 — [419, 547, 462, 559]
ad-more-space — [298, 34, 387, 144]
ad-body: FARMINGTON HILLS. 2 bedroom, new carpet, appliances. $575. — [785, 188, 875, 201]
ad-hidden-oaks — [201, 277, 290, 345]
ad-title: COUNTRY CORNER APTS — [213, 86, 279, 107]
ad-western-hills — [396, 503, 485, 564]
ad-subtitle: OVER 100 HOMES — [596, 176, 675, 187]
ad-title: FARMINGTON PARK TOWER — [507, 506, 569, 527]
ad-phone: 348-9590 — [29, 390, 72, 402]
ad-weatherstone — [201, 133, 290, 184]
ad-parkside — [103, 237, 192, 300]
ad-birmingham-monthly — [493, 359, 582, 456]
ad-title: WESTWOOD VILLAGE — [399, 733, 492, 767]
page-masthead — [6, 0, 878, 18]
ad-subtitle: Spacious 1 Bedroom Apts. From $471* Heat Included — [206, 491, 285, 505]
ad-oakbrook-villa — [103, 552, 192, 584]
ad-phone: (313) 261-7394 — [308, 815, 378, 827]
listing-body: 3 bedroom colonial on 1/2 acre. $1195 per month. — [688, 67, 778, 81]
ad-subtitle: 1 Month FREE Rent AFFORDABLE SPECIALS — [113, 151, 183, 165]
ad-subtitle: at Ambers Apartments — [316, 671, 370, 678]
ad-body: 2 bedroom, 1 bath, condo near downtown. Carport, central air, all appliances, storage area, free use washer & dryer. $590/month. — [107, 471, 189, 531]
ad-phone: 644-1300 — [809, 341, 852, 353]
ad-title: PLYMOUTH — [123, 140, 173, 151]
ad-body: 2 Bedroom Apartments. From $475*. Heat Included. — [204, 372, 287, 385]
ad-title: TROY — [330, 249, 356, 260]
ad-three-oaks — [396, 34, 485, 143]
section-header: 406 Property Management — [786, 20, 875, 40]
ad-phone: 422-5411 — [517, 134, 559, 146]
ad-rentals — [591, 147, 697, 240]
ad-phone: 455-0391 — [127, 218, 170, 230]
ad-title: ATTENTION — [512, 684, 564, 695]
ad-phone: 355-5123 — [224, 406, 267, 418]
ad-body: LOW MOVE-IN COSTS. 1 & 2 Bedroom Apts. From $513* Heat Included. — [204, 581, 287, 600]
ad-great — [6, 409, 95, 461]
listing-title: LIVONIA — [590, 244, 614, 251]
ad-help — [396, 348, 485, 436]
ad-orchard-woods — [103, 135, 192, 234]
ad-title: Tree Top Meadows RENT REBATE SPECIAL — [10, 254, 91, 285]
listing-westland — [688, 166, 777, 191]
ad-forest-lane — [396, 268, 485, 345]
ad-title: PLYMOUTH HOUSE APTS. — [8, 466, 93, 487]
ad-body: SENIOR DISCOUNTS. Large 1 & 2 bedroom apartments include: Water & heat, Carport, Air conditioned, Newly decorated, Secluded area — [9, 191, 93, 217]
ad-title: SOUTHFIELD — [216, 480, 275, 491]
ad-title: REDFORD AREA — [112, 242, 185, 253]
section-header: 404 Houses To Rent — [688, 20, 777, 31]
section-header-property-mgmt: 406 Property Management — [692, 232, 773, 252]
ad-body: Professional rental management of Oakland & Wayne County. Best service & reasonable fee. — [789, 70, 871, 89]
listing-redford — [688, 33, 777, 58]
ad-phone: 722-4700 — [516, 289, 560, 301]
ad-body: 1 & 2 Bedrooms. Regularly $550. Now from $499 — [309, 366, 377, 380]
listing-body: Great country home, 3 bedroom, 2 bath, barn. $1100. — [688, 121, 778, 134]
ad-title: TWO BEDROOM SPECIAL at Western Hills — [405, 509, 476, 540]
ad-title: GREAT — [13, 413, 89, 439]
ad-subtitle: 1 Bedroom Totally Furnished — [502, 405, 574, 412]
section-header: 400 Apts. For Rent — [6, 20, 95, 31]
ad-price: $647* — [331, 97, 355, 107]
section-header-townhouses: 412 Townhouses-Condos For Rent — [786, 242, 875, 262]
section-header-flats: 410 Flats — [786, 208, 875, 219]
ad-title: OAKBROOK VILLA — [107, 557, 190, 568]
column-6 — [493, 20, 586, 1631]
ad-title: THREE OAKS APTS. — [415, 39, 466, 88]
ad-body: We help you - we have the perfect place for you. 1 & 2 bedroom apts. starting at $400 including heating. Cleaned carpeting & phone. Ask about our SENIOR DISCOUNT. — [399, 377, 482, 409]
ad-duplexes-section — [786, 173, 875, 204]
ad-westland-estates — [493, 215, 582, 306]
ad-body: BERKLEY. Super 3 bedroom, 1 bath, new carpet/decor, all appliances, basement, garage, fenced. — [493, 574, 583, 593]
listing-bedford — [591, 33, 680, 64]
ad-phone: 651-7176 — [127, 532, 170, 544]
ad-body: 2 & 3 bedroom Townhouse apts. Rent from $500. Heat included. No pets. — [106, 568, 190, 581]
ad-body: Quality 1 bedroom apts available. Heat & water included. Carports available. Call For Super Special Rates! — [9, 553, 93, 573]
ad-body: RENT FROM $475 SECURITY DEPOSIT $150 — [401, 799, 480, 813]
ad-title: SOUTHFIELD — [216, 36, 275, 46]
section-header: 400 Apts. For Rent — [493, 20, 582, 31]
ad-body: 2 bedroom townhouses. Central air. Laundry. Cable ready. Pool — [107, 752, 189, 765]
ad-body: Security Deposit $150. INCLUDES: Blinds, Extensive Room, Carport, Heat, Central Air, Laundry Facilities — [302, 108, 384, 127]
ad-southfield-1 — [201, 33, 290, 79]
listing-body: 2 bedroom, 1 bath, basement. $550 month. No pets. — [688, 41, 778, 54]
ad-subtitle: 1 & 2 Bedroom Apartments From $480* — [302, 191, 384, 205]
ad-title: HELP! — [407, 352, 474, 378]
ad-body: Luxury apartments include vertical blinds, central air, dishwasher and walk-in closets. — [399, 107, 482, 126]
ad-body: Dishwasher, Pets Allowed, Garbage Disposal, Laundry Facilities, Window Treatments, Air Conditioning. FREE MONTH RENT WITH 1 YEAR LEASE — [398, 221, 483, 252]
ad-price: From $435 — [28, 768, 74, 779]
ad-subtitle: 1/2 OFF 1ST MO. — [112, 332, 184, 343]
ad-corporate-transferees — [493, 680, 582, 728]
ad-subtitle: SPECIAL! $50 OFF ON 1 BEDROOM FOR 6 MONTHS — [13, 617, 88, 631]
ad-subtitle: SECURITY DEPOSIT $150 — [406, 672, 475, 679]
ad-body: LOW MOVE-IN COSTS. Spacious 2 Bedroom Apts. From $629*. Heat Included. — [204, 678, 287, 698]
classified-listings-text: ROCHESTER HILLS 2 bedroom, 2 bath, carport, central air, all appliances, storage area, free use washer & dryer. BERKLEY 1 bedroom apt. Heat & water included. No pets. FARMINGTON HILLS 2 bedroom, carport, pool, laundry facilities. Security deposit required. Call for appointment. NOVI spacious 1 & 2 bedroom units, vertical blinds, dishwasher, central air. WESTLAND newly decorated, heat included, cable ready. LIVONIA clean, quiet, adult community, near shopping and expressways. SOUTHFIELD luxury apartments, balcony, pool, tennis, heat & water included. REDFORD private entrance, carpeting, appliances. Immediate occupancy. Call days or evenings. ROCHESTER HILLS 2 bedroom, 2 bath, carport, central air, all appliances, storage area, free use washer & dryer. BERKLEY 1 bedroom apt. Heat & water included. No pets. FARMINGTON HILLS 2 bedroom, carport, pool, laundry facilities. Security deposit required. Call for appointment. NOVI spacious 1 & 2 bedroom units, vertical blinds, dishwasher, central air. WESTLAND newly decorated, heat included, cable ready. LIVONIA clean, quiet, adult community, near shopping and expressways. SOUTHFIELD luxury apartments, balcony, pool, tennis, heat & water included. REDFORD private entrance, carpeting, appliances. Immediate occupancy. Call days or evenings. ROCHESTER HILLS 2 bedroom, 2 bath, carport, central air, all appliances, storage area, free use washer & dryer. BERKLEY 1 bedroom apt. Heat & water included. No pets. FARMINGTON HILLS 2 bedroom, carport, pool, laundry facilities. Security deposit required. Call for appointment. NOVI spacious 1 & 2 bedroom units, vertical blinds, dishwasher, central air. WESTLAND newly decorated, heat included, cable ready. LIVONIA clean, quiet, adult community, near shopping and expressways. SOUTHFIELD luxury apartments, balcony, pool, tennis, heat & water included. REDFORD private entrance, carpeting, appliances. Immediate occupancy. Call days or evenings. ROCHESTER HILLS 2 bedroom, 2 bath, carport, central air, all appliances, storage area, free use washer & dryer. BERKLEY 1 bedroom apt. Heat & water included. No pets. FARMINGTON HILLS 2 bedroom, carport, pool, laundry facilities. Security deposit required. Call for appointment. NOVI spacious 1 & 2 bedroom units, vertical blinds, dishwasher, central air. WESTLAND newly decorated, heat included, cable ready. LIVONIA clean, quiet, adult community, near shopping and expressways. SOUTHFIELD luxury apartments, balcony, pool, tennis, heat & water included. REDFORD private entrance, carpeting, appliances. Immediate occupancy. Call days or evenings. ROCHESTER HILLS 2 bedroom, 2 bath, carport, central air, all appliances, storage area, free use washer & dryer. BERKLEY 1 bedroom apt. Heat & water included. No pets. FARMINGTON HILLS 2 bedroom, carport, pool, laundry facilities. Security deposit required. Call for appointment. NOVI spacious 1 & 2 bedroom units, vertical blinds, dishwasher, central air. WESTLAND newly decorated, heat included, cable ready. LIVONIA clean, quiet, adult community, near shopping and expressways. SOUTHFIELD luxury apartments, balcony, pool, tennis, heat & water included. REDFORD private entrance, carpeting, appliances. Immediate occupancy. Call days or evenings. ROCHESTER HILLS 2 bedroom, 2 bath, carport, central air, all appliances, storage area, free use washer & dryer. BERKLEY 1 bedroom apt. Heat & water included. No pets. FARMINGTON HILLS 2 bedroom, carport, pool, laundry facilities. Security deposit required. Call for appointment. NOVI spacious 1 & 2 bedroom units, vertical blinds, dishwasher, central air. WESTLAND newly decorated, heat included, cable ready. LIVONIA clean, quiet, adult community, near shopping and expressways. SOUTHFIELD luxury apartments, balcony, pool, tennis, heat & water included. REDFORD private entrance, carpeting, appliances. Immediate occupancy. Call days or evenings. ROCHESTER HILLS 2 bedroom, 2 bath, carport, central air, all appliances, storage area, free use washer & dryer. BERKLEY 1 bedroom apt. Heat & water included. No pets. FARMINGTON HILLS 2 bedroom, carport, pool, laundry facilities. Security deposit required. Call for appointment. NOVI spacious 1 & 2 bedroom units, vertical blinds, dishwasher, central air. WESTLAND newly decorated, heat included, cable ready. LIVONIA clean, quiet, adult community, near shopping and expressways. SOUTHFIELD luxury apartments, balcony, pool, tennis, heat & water included. REDFORD private entrance, carpeting, appliances. Immediate occupancy. Call days or evenings. ROCHESTER HILLS 2 bedroom, 2 bath, carport, central air, all appliances, storage area, free use washer & dryer. BERKLEY 1 bedroom apt. Heat & water included. No pets. FARMINGTON HILLS 2 bedroom, carport, pool, laundry facilities. Security deposit required. Call for appointment. NOVI spacious 1 & 2 bedroom units, vertical blinds, dishwasher, central air. WESTLAND newly decorated, heat included, cable ready. LIVONIA clean, quiet, adult community, near shopping and expressways. SOUTHFIELD luxury apartments, balcony, pool, tennis, heat & water included. REDFORD private entrance, carpeting, appliances. Immediate occupancy. Call days or evenings. — [6, 987, 96, 1887]
listing-garden-city — [591, 119, 680, 144]
ad-subtitle: 1 BEDROOM APT. WITH BALCONY — [12, 921, 89, 942]
ad-footer: Metropolitan Properties, Inc. — [600, 227, 670, 234]
ad-body: For help with your relocation needs. Ask for Jim Brown. — [496, 702, 580, 716]
ad-title: BIRCHWOOD APTS — [314, 650, 372, 671]
ad-body: We're fired up! Lease free on 1 bedroom. 1 bedroom $520, 2 bedroom $620. — [203, 107, 288, 127]
listing-livonia — [591, 243, 680, 268]
listing-body: 3 bedroom brick ranch, basement, garage. $850 + security. — [688, 147, 778, 160]
ad-tree-top-meadows — [6, 249, 95, 363]
ad-phone: 1-800-777-5616 — [210, 238, 282, 250]
listing-body: Outer Dr./Schoolcraft area. 3 bedroom brick, basement, garage. $550 per month. — [590, 74, 681, 87]
column-9 — [786, 20, 878, 1404]
ad-subtitle: ABSENTEE OWNER — [708, 254, 758, 275]
ad-phone: 352-8128 — [321, 224, 365, 236]
ad-phone: 356-3740 — [522, 715, 554, 725]
ad-dump-roommate — [103, 34, 192, 132]
ad-phone: 737-4002 — [711, 309, 754, 321]
ad-body: HOMES, APARTMENTS, ETC. PREVIEW HOMES FREE. TENANTS & LANDLORDS — [498, 638, 578, 659]
ad-saddle-creek — [6, 34, 95, 155]
ad-title: Lancaster Hills Apartments — [213, 657, 278, 678]
ad-phone: 362-0290 — [321, 459, 365, 471]
ad-title: SOUTHFIELD — [216, 563, 275, 574]
ad-phone: 459-5600 — [419, 813, 462, 825]
ad-footer: BLUE GARDEN APTS. — [407, 687, 474, 708]
ad-plymouth-hills — [6, 682, 95, 797]
ad-rochester-square — [103, 362, 192, 451]
ad-footer: ROCHESTER VILLAS — [314, 604, 372, 625]
ad-phone: 722-5558 — [522, 199, 554, 209]
ad-townhouses-section — [786, 240, 875, 287]
ad-body: 6200 North Wayne Rd. Heat & water, Carpeting & blinds, Laundry facilities, Pool, Cable available — [399, 309, 482, 328]
ad-title: TROY — [330, 702, 356, 713]
ad-title: FREE — [216, 192, 275, 218]
ad-subtitle: RENT FROM $530 — [402, 89, 479, 99]
section-header: 400 Apts. For Rent — [298, 20, 387, 31]
ad-footer: WESTLAND PLAZA — [414, 409, 466, 430]
ad-body: 1 blk. S. of Big Beaver, between Livernois & Crooks — [304, 445, 382, 459]
ad-redford-manor — [103, 303, 192, 359]
ad-title: SOUTHFIELD — [314, 180, 372, 191]
listing-title: BIRMINGHAM — [785, 363, 823, 370]
listing-bloomfield-hills — [786, 388, 875, 413]
ad-richter — [786, 43, 875, 128]
section-header-rent-option: 405 Rent Option To Buy — [688, 195, 777, 206]
ad-plymouth-square — [6, 896, 95, 985]
listing-saline — [688, 113, 777, 138]
listing-body: 3 bedroom, 2 bath ranch on lake. 2 car garage. $1400. — [590, 335, 681, 349]
column-5 — [395, 20, 492, 1733]
ad-walnut-ridge — [6, 158, 95, 246]
listing-w-bloomfield — [591, 328, 680, 353]
ad-lancaster-hills — [201, 652, 290, 715]
listing-body: Clean 3 bedroom, 1 1/2 baths, garage. $700 month. — [688, 174, 778, 187]
listing-body: 3 bedroom ranch, basement, fenced yard, new carpet. $725. — [590, 127, 681, 140]
ad-phone: 355-0770 — [224, 455, 267, 467]
ad-subtitle: PLYMOUTH MANOR APARTMENTS — [117, 84, 180, 115]
column-8 — [688, 20, 781, 1404]
listing-birmingham — [786, 361, 875, 386]
ad-phone: 879-2466 — [321, 625, 365, 637]
listing-detroit — [591, 66, 680, 91]
ad-body: 2 bedroom townhouses with basement, private yard. From $705. — [594, 307, 677, 320]
ad-title: WARREN PLAZA APARTMENTS — [404, 150, 477, 171]
ad-body: Single story, private entrance with your own yard. Washer/dryer hookups. Heat included. — [496, 180, 580, 200]
ad-body: Beautiful 1 & 2 bedroom apartments minutes away from Downtown Plymouth yet secluded in a quiet country atmosphere. Extra storage, large balconies, heat included. — [9, 845, 93, 877]
ad-franklin-hills — [201, 348, 290, 423]
ad-phone: 851-4157 — [516, 438, 560, 450]
listing-title: BLOOMFIELD HILLS — [785, 390, 840, 397]
ad-phone: 722-5155 — [419, 327, 462, 339]
ad-phone: 682-7750 — [29, 347, 72, 359]
listing-rochester-hills — [688, 60, 777, 85]
ad-title: Westland Park Apts. — [409, 443, 472, 464]
ad-body: Our one bedroom apartments are now ON SALE! Call Chris today at — [107, 71, 189, 84]
ad-phone: 532-9234 — [127, 284, 170, 296]
ad-subtitle: 11 Mile & Telegraph — [220, 574, 271, 581]
classified-columns — [6, 20, 878, 1887]
ad-title: WEATHERSTONE TOWNHOUSES — [207, 139, 284, 160]
ad-subtitle: 1 OF RENT, ANY 3 MO. YOU CHOOSE* — [207, 302, 284, 316]
listing-title: ROCHESTER HILLS — [688, 61, 739, 68]
ad-birminghams-best — [786, 289, 875, 358]
ad-title: Plymouth Hills Apartments — [10, 686, 94, 736]
ad-title: PLYMOUTH LIVE ON THE PARK — [14, 596, 87, 617]
ad-subtitle: 2 BEDROOM ONLY $465 — [497, 242, 579, 263]
